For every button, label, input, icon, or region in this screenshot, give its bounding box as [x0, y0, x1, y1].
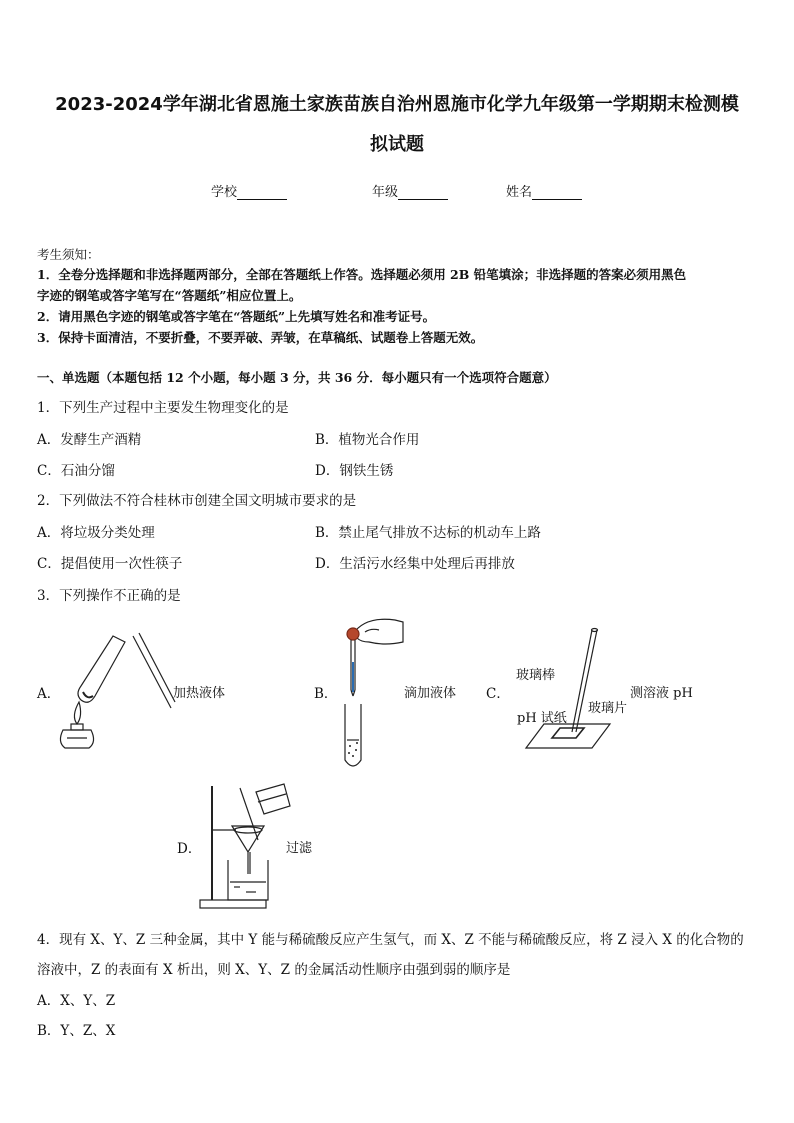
dropping-liquid-illustration: [335, 612, 405, 770]
ph-paper-label: pH 试纸: [517, 711, 567, 726]
grade-field[interactable]: [372, 181, 448, 200]
q1-option-a[interactable]: A．发酵生产酒精: [37, 432, 142, 448]
name-label: 姓名: [506, 185, 533, 200]
glass-plate-label: 玻璃片: [588, 701, 628, 716]
notice-item-3: 3．保持卡面清洁，不要折叠，不要弄破、弄皱，在草稿纸、试题卷上答题无效。: [37, 330, 484, 345]
school-field[interactable]: [211, 181, 287, 200]
q4-option-b[interactable]: B．Y、Z、X: [37, 1023, 116, 1039]
section-heading: 一、单选题（本题包括 12 个小题，每小题 3 分，共 36 分．每小题只有一个选项符合题意）: [37, 370, 557, 385]
q2-option-b[interactable]: B．禁止尾气排放不达标的机动车上路: [315, 525, 541, 541]
q3-option-b-caption: 滴加液体: [404, 686, 457, 701]
q2-option-d[interactable]: D．生活污水经集中处理后再排放: [315, 556, 515, 572]
q4-option-a[interactable]: A．X、Y、Z: [37, 993, 116, 1009]
q3-option-a-caption: 加热液体: [173, 686, 226, 701]
q4-stem-line-1: 4．现有 X、Y、Z 三种金属，其中 Y 能与稀硫酸反应产生氢气，而 X、Z 不能与稀硫酸反应，将 Z 浸入 X 的化合物的: [37, 932, 744, 948]
filtration-illustration: [200, 782, 292, 912]
q1-option-b[interactable]: B．植物光合作用: [315, 432, 420, 448]
q1-option-c[interactable]: C．石油分馏: [37, 463, 115, 479]
heating-liquid-illustration: [55, 630, 175, 752]
notice-item-1-cont: 字迹的钢笔或答字笔写在“答题纸”相应位置上。: [37, 288, 302, 303]
title-line-2: 拟试题: [370, 134, 424, 155]
notice-item-2: 2．请用黑色字迹的钢笔或答字笔在“答题纸”上先填写姓名和准考证号。: [37, 309, 436, 324]
glass-rod-label: 玻璃棒: [516, 668, 556, 683]
grade-label: 年级: [372, 185, 399, 200]
q3-option-d-letter[interactable]: D．: [177, 841, 202, 857]
q3-stem: 3．下列操作不正确的是: [37, 588, 181, 604]
q3-option-c-letter[interactable]: C．: [486, 686, 510, 702]
school-label: 学校: [211, 185, 238, 200]
q2-option-a[interactable]: A．将垃圾分类处理: [37, 525, 155, 541]
q3-option-b-letter[interactable]: B．: [314, 686, 338, 702]
measuring-ph-illustration: [516, 628, 616, 753]
title-line-1: 2023-2024学年湖北省恩施土家族苗族自治州恩施市化学九年级第一学期期末检测模: [55, 94, 739, 115]
q3-option-a-letter[interactable]: A．: [37, 686, 61, 702]
notice-item-1: 1．全卷分选择题和非选择题两部分，全部在答题纸上作答。选择题必须用 2B 铅笔填涂；非选择题的答案必须用黑色: [37, 267, 687, 282]
q1-option-d[interactable]: D．钢铁生锈: [315, 463, 394, 479]
q3-option-d-caption: 过滤: [286, 841, 313, 856]
q2-option-c[interactable]: C．提倡使用一次性筷子: [37, 556, 183, 572]
q4-stem-line-2: 溶液中，Z 的表面有 X 析出，则 X、Y、Z 的金属活动性顺序由强到弱的顺序是: [37, 962, 511, 978]
q1-stem: 1．下列生产过程中主要发生物理变化的是: [37, 400, 289, 416]
q3-option-c-caption: 测溶液 pH: [630, 686, 693, 701]
notice-heading: 考生须知：: [37, 247, 100, 262]
q2-stem: 2．下列做法不符合桂林市创建全国文明城市要求的是: [37, 493, 357, 509]
name-field[interactable]: [506, 181, 582, 200]
